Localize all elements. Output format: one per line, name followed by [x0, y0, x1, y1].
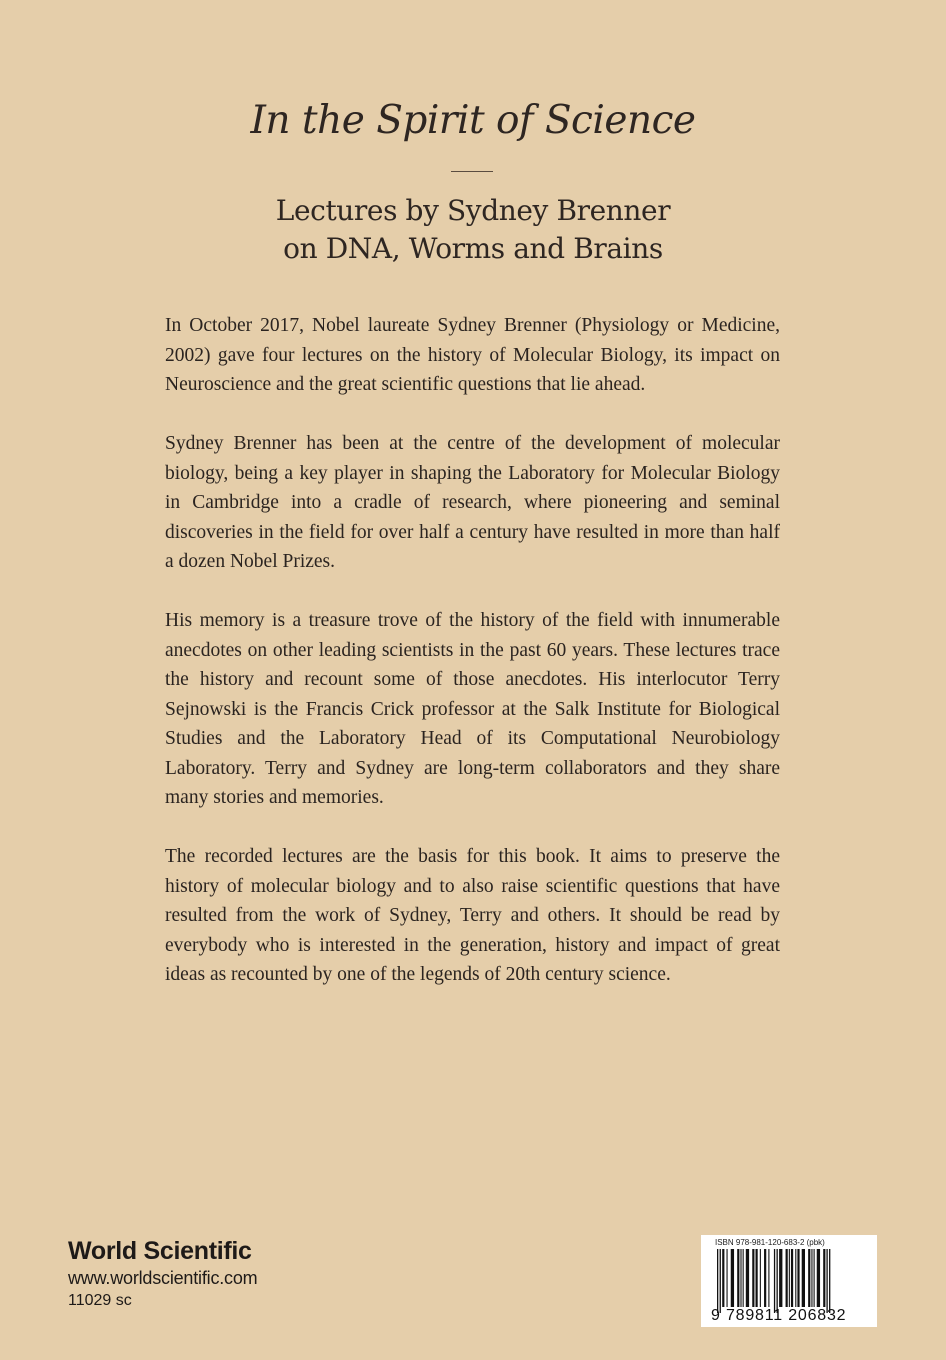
barcode-bar-0	[717, 1249, 718, 1313]
barcode-bar-17	[786, 1249, 788, 1307]
barcode-bar-1	[720, 1249, 721, 1313]
barcode-bar-10	[756, 1249, 758, 1307]
barcode-bar-7	[743, 1249, 744, 1307]
blurb-paragraph-4: The recorded lectures are the basis for this book. It aims to preserve the history of molecular biology and to also raise scientific questions that have resulted from the work of Sydney, Terry and others. It should be read by everybody who is interested in the generation, history and impact of great ideas as recounted by one of the legends of 20th century science.	[165, 846, 780, 985]
subtitle-line-2: on DNA, Worms and Brains	[283, 232, 663, 265]
barcode-bar-5	[737, 1249, 739, 1307]
barcode-bar-18	[789, 1249, 790, 1307]
blurb-paragraph-2: Sydney Brenner has been at the centre of the development of molecular biology, being a key player in shaping the Laboratory for Molecular Biology in Cambridge into a cradle of research, where pioneering and seminal discoveries in the field for over half a century have resulted in more than half a dozen Nobel Prizes.	[165, 433, 780, 572]
barcode-bar-26	[817, 1249, 820, 1307]
barcode-bar-8	[746, 1249, 749, 1307]
barcode-bar-12	[764, 1249, 766, 1307]
barcode-bar-27	[823, 1249, 825, 1307]
blurb-paragraph-3: His memory is a treasure trove of the history of the field with innumerable anecdotes on other leading scientists in the past 60 years. These lectures trace the history and recount some of those anecdotes. His interlocutor Terry Sejnowski is the Francis Crick professor at the Salk Institute for Biological Studies and the Laboratory Head of its Computational Neurobiology Laboratory. Terry and Sydney are long-term collaborators and they share many stories and memories.	[165, 610, 780, 808]
barcode-bar-20	[795, 1249, 796, 1307]
barcode-bar-15	[777, 1249, 778, 1313]
barcode-bar-23	[808, 1249, 810, 1307]
title-divider	[451, 171, 493, 172]
barcode-bar-24	[811, 1249, 812, 1307]
barcode-digits: 9 789811 206832	[711, 1307, 847, 1324]
barcode-bar-29	[829, 1249, 830, 1313]
barcode-bar-25	[814, 1249, 815, 1307]
barcode-bar-21	[797, 1249, 799, 1307]
barcode-bar-4	[731, 1249, 734, 1307]
barcode-box	[701, 1235, 877, 1327]
isbn-label: ISBN 978-981-120-683-2 (pbk)	[715, 1238, 825, 1247]
barcode-bar-9	[752, 1249, 754, 1307]
barcode-bar-13	[768, 1249, 769, 1307]
barcode-bar-28	[826, 1249, 827, 1313]
subtitle-line-1: Lectures by Sydney Brenner	[275, 194, 671, 227]
blurb-paragraph-1: In October 2017, Nobel laureate Sydney Brenner (Physiology or Medicine, 2002) gave four lectures on the history of Molecular Biology, its impact on Neuroscience and the great scientific questions that lie ahead.	[165, 315, 780, 395]
barcode-bar-14	[774, 1249, 775, 1313]
barcode-bar-22	[802, 1249, 805, 1307]
barcode-bar-19	[791, 1249, 793, 1307]
publisher-code: 11029 sc	[68, 1292, 132, 1309]
page-subtitle	[0, 192, 946, 268]
barcode-bar-2	[722, 1249, 724, 1307]
publisher-url: www.worldscientific.com	[68, 1268, 258, 1288]
page-title: In the Spirit of Science	[250, 98, 696, 143]
barcode-bar-3	[727, 1249, 728, 1307]
publisher-block	[68, 1236, 257, 1312]
barcode-bar-6	[740, 1249, 741, 1307]
publisher-name: World Scientific	[68, 1237, 252, 1265]
blurb-text	[165, 311, 780, 1019]
barcode-bar-11	[760, 1249, 761, 1307]
barcode-bar-16	[779, 1249, 782, 1307]
